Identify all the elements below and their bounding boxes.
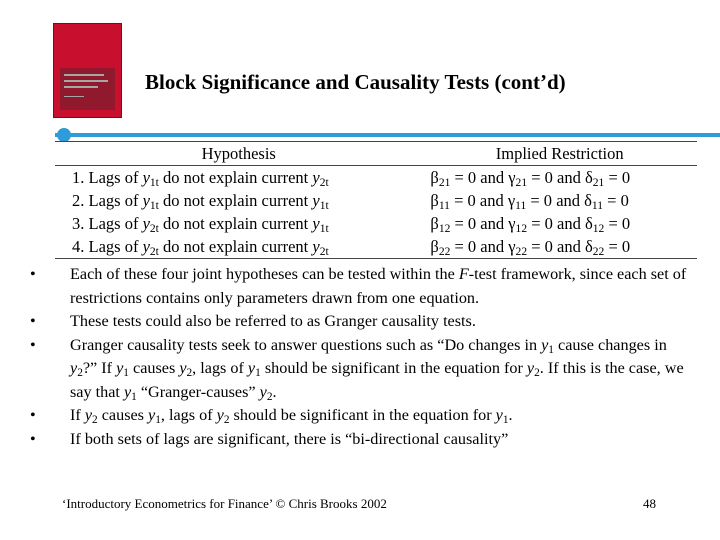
bullet-item (28, 404, 688, 428)
italic-variable: y (84, 406, 93, 424)
parameter-symbol: γ (508, 237, 516, 256)
and-word: and (552, 237, 585, 256)
parameter-symbol: δ (584, 191, 592, 210)
parameter-symbol: δ (584, 237, 593, 256)
bullet-text: , lags of (192, 359, 248, 377)
parameter-symbol: γ (508, 168, 516, 187)
variable-subscript: 2t (149, 246, 159, 258)
italic-variable: y (526, 359, 535, 377)
cover-panel (60, 68, 115, 110)
page-number: 48 (643, 496, 656, 511)
bullet-text: cause changes in (553, 335, 667, 354)
italic-variable: F (458, 265, 469, 283)
and-word: and (476, 237, 509, 256)
variable-subscript: 1t (149, 177, 159, 189)
bullet-text: , lags of (160, 406, 217, 424)
parameter-symbol: β (430, 191, 439, 210)
subscript: 1 (548, 343, 554, 356)
variable-subscript: 1t (319, 200, 329, 212)
subscript: 2 (92, 414, 98, 426)
subscript: 1 (131, 390, 137, 403)
bullet-marker: • (30, 312, 36, 330)
row-number: 3. (72, 214, 89, 233)
variable: y (142, 214, 150, 233)
equals-zero: = 0 (604, 237, 631, 256)
row-number: 1. (72, 168, 89, 187)
and-word: and (552, 191, 585, 210)
parameter-subscript: 12 (438, 223, 451, 235)
parameter-symbol: β (430, 237, 439, 256)
book-cover-image (53, 23, 122, 118)
bullet-text: . If this is the case, we say that (70, 359, 684, 401)
variable: y (312, 191, 320, 210)
subscript: 2 (534, 367, 540, 379)
parameter-subscript: 21 (592, 177, 605, 189)
parameter-subscript: 22 (515, 246, 528, 258)
equals-zero: = 0 (603, 191, 629, 210)
hypothesis-cell (55, 212, 422, 235)
subscript: 2 (77, 367, 83, 379)
italic-variable: y (116, 359, 124, 377)
parameter-subscript: 21 (515, 177, 528, 189)
bullet-text: should be significant in the equation for (260, 359, 527, 377)
equals-zero: = 0 (604, 214, 631, 233)
hypothesis-table (55, 141, 697, 259)
header-hypothesis: Hypothesis (55, 142, 422, 166)
italic-variable: y (247, 359, 256, 377)
subscript: 1 (155, 414, 161, 426)
bullet-marker: • (30, 406, 36, 424)
hypothesis-text: Lags of (88, 237, 143, 256)
equals-zero: = 0 (450, 237, 477, 256)
italic-variable: y (70, 359, 78, 377)
equals-zero: = 0 (527, 214, 553, 233)
subscript: 2 (223, 414, 230, 426)
and-word: and (476, 168, 509, 187)
parameter-subscript: 22 (592, 246, 605, 258)
title-rule (55, 133, 720, 137)
variable-subscript: 1t (149, 200, 159, 212)
hypothesis-cell (55, 189, 422, 212)
bullet-marker: • (30, 335, 36, 354)
bullet-text: should be significant in the equation for (229, 406, 496, 424)
parameter-subscript: 12 (592, 223, 605, 235)
variable-subscript: 2t (149, 223, 159, 235)
bullet-text: ?” If (82, 359, 117, 377)
italic-variable: y (123, 382, 132, 401)
parameter-symbol: β (430, 168, 439, 187)
bullet-item (28, 334, 688, 405)
subscript: 1 (255, 367, 261, 379)
row-number: 4. (72, 237, 89, 256)
equals-zero: = 0 (527, 237, 553, 256)
parameter-subscript: 22 (438, 246, 451, 258)
footer-citation: ‘Introductory Econometrics for Finance’ © Chris Brooks 2002 (62, 496, 387, 511)
subscript: 2 (266, 390, 273, 403)
bullet-text: causes (97, 406, 149, 424)
parameter-symbol: δ (584, 168, 593, 187)
and-word: and (475, 191, 508, 210)
variable-subscript: 1t (319, 223, 329, 235)
hypothesis-text: do not explain current (158, 237, 313, 256)
and-word: and (476, 214, 509, 233)
subscript: 2 (186, 367, 193, 379)
table-row (55, 212, 697, 235)
bullet-text: . (508, 406, 513, 424)
bullet-text: Each of these four joint hypotheses can be tested within the (70, 265, 459, 283)
restriction-cell (422, 189, 697, 212)
table-row (55, 189, 697, 212)
equals-zero: = 0 (604, 168, 631, 187)
variable: y (142, 168, 150, 187)
table-row (55, 166, 697, 190)
bullet-text: These tests could also be referred to as Granger causality tests. (70, 312, 476, 330)
restriction-cell (422, 212, 697, 235)
italic-variable: y (148, 406, 156, 424)
table-row (55, 235, 697, 259)
hypothesis-cell (55, 235, 422, 259)
variable: y (312, 214, 320, 233)
variable: y (142, 237, 150, 256)
equals-zero: = 0 (527, 168, 553, 187)
bullet-text: If (70, 406, 85, 424)
parameter-symbol: δ (584, 214, 593, 233)
row-number: 2. (72, 191, 89, 210)
bullet-list (28, 263, 688, 451)
and-word: and (552, 214, 585, 233)
subscript: 1 (502, 414, 509, 426)
parameter-symbol: γ (507, 191, 516, 210)
parameter-symbol: γ (508, 214, 516, 233)
bullet-item (28, 428, 688, 452)
variable-subscript: 2t (319, 177, 329, 189)
equals-zero: = 0 (450, 168, 477, 187)
bullet-text: -test framework, since each set of restrictions contains only parameters drawn from one equation. (70, 265, 687, 307)
equals-zero: = 0 (450, 214, 477, 233)
bullet-item (28, 263, 688, 310)
italic-variable: y (541, 335, 549, 354)
hypothesis-text: do not explain current (158, 191, 313, 210)
subscript: 1 (123, 367, 129, 379)
parameter-symbol: β (430, 214, 439, 233)
bullet-text: If both sets of lags are significant, there is “bi-directional causality” (70, 429, 509, 448)
and-word: and (552, 168, 585, 187)
restriction-cell (422, 166, 697, 190)
variable: y (312, 168, 320, 187)
bullet-text: . (272, 382, 277, 401)
hypothesis-text: do not explain current (158, 214, 313, 233)
hypothesis-cell (55, 166, 422, 190)
variable: y (142, 191, 150, 210)
variable: y (312, 237, 320, 256)
italic-variable: y (259, 382, 267, 401)
bullet-marker: • (30, 429, 36, 448)
bullet-text: “Granger-causes” (136, 382, 260, 401)
bullet-text: causes (128, 359, 180, 377)
italic-variable: y (216, 406, 224, 424)
table-header-row (55, 142, 697, 166)
equals-zero: = 0 (526, 191, 553, 210)
restriction-cell (422, 235, 697, 259)
hypothesis-text: do not explain current (158, 168, 313, 187)
header-implied-restriction: Implied Restriction (422, 142, 697, 166)
parameter-subscript: 11 (591, 200, 604, 212)
parameter-subscript: 21 (438, 177, 451, 189)
bullet-text: Granger causality tests seek to answer questions such as “Do changes in (70, 335, 542, 354)
slide-title: Block Significance and Causality Tests (cont’d) (145, 70, 566, 94)
hypothesis-text: Lags of (88, 214, 143, 233)
italic-variable: y (495, 406, 503, 424)
italic-variable: y (179, 359, 187, 377)
parameter-subscript: 11 (438, 200, 450, 212)
bullet-marker: • (30, 265, 36, 283)
parameter-subscript: 11 (515, 200, 527, 212)
bullet-item (28, 310, 688, 334)
hypothesis-text: Lags of (88, 191, 143, 210)
parameter-subscript: 12 (515, 223, 528, 235)
equals-zero: = 0 (449, 191, 476, 210)
hypothesis-text: Lags of (88, 168, 143, 187)
variable-subscript: 2t (319, 246, 329, 258)
